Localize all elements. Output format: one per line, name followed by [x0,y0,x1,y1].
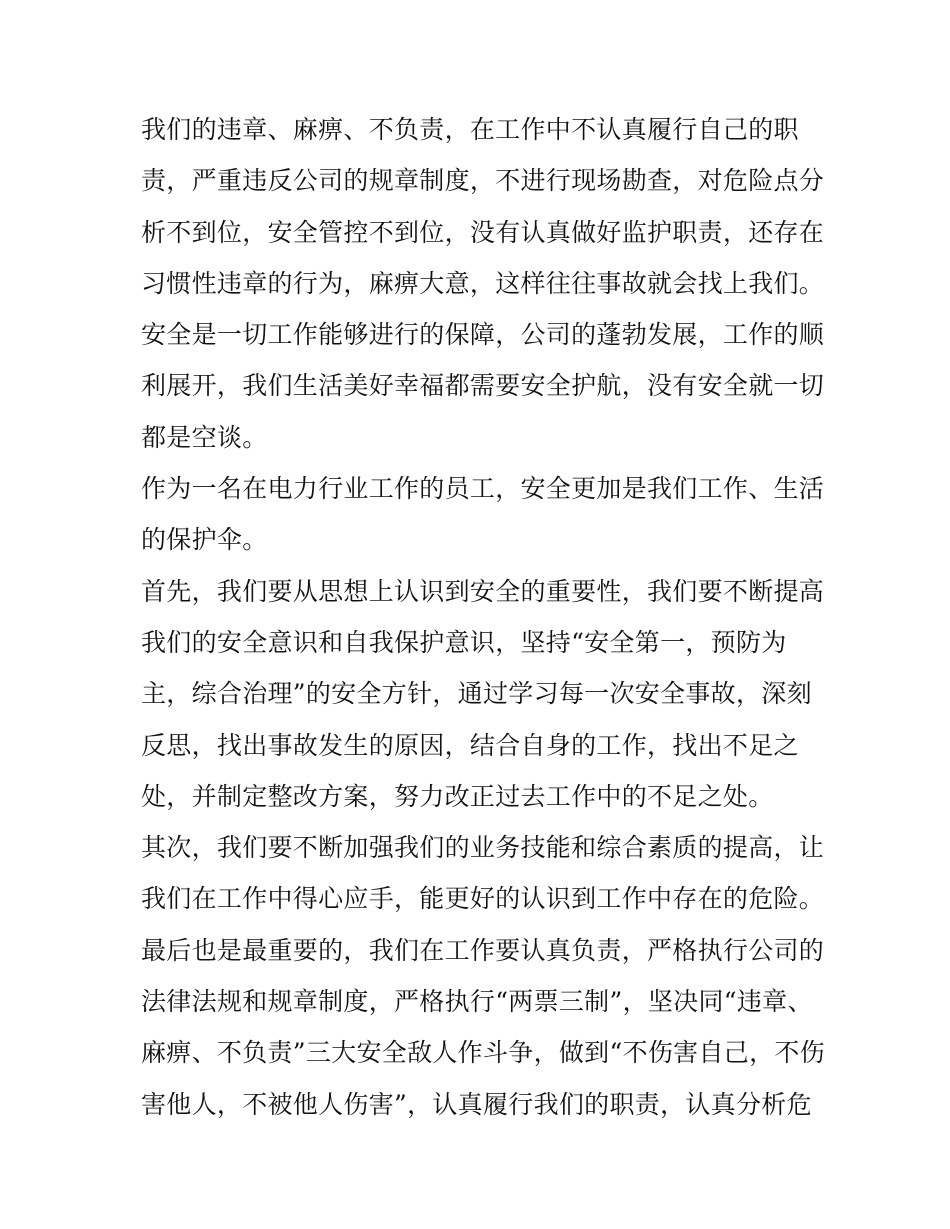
text-line-4: 习惯性违章的行为，麻痹大意，这样往往事故就会找上我们。 [141,268,825,298]
text-line-19: 麻痹、不负责”三大安全敌人作斗争，做到“不伤害自己，不伤 [141,1038,825,1068]
text-line-18: 法律法规和规章制度，严格执行“两票三制”，坚决同“违章、 [141,987,813,1017]
text-line-3: 析不到位，安全管控不到位，没有认真做好监护职责，还存在 [141,217,825,247]
text-line-14: 处，并制定整改方案，努力改正过去工作中的不足之处。 [141,781,774,811]
text-line-12: 主，综合治理”的安全方针，通过学习每一次安全事故，深刻 [141,679,812,709]
text-line-13: 反思，找出事故发生的原因，结合自身的工作，找出不足之 [141,730,799,760]
text-line-15: 其次，我们要不断加强我们的业务技能和综合素质的提高，让 [141,833,825,863]
text-line-20: 害他人，不被他人伤害”，认真履行我们的职责，认真分析危 [141,1089,812,1119]
text-line-2: 责，严重违反公司的规章制度，不进行现场勘查，对危险点分 [141,166,825,196]
body-text [141,104,825,1130]
text-line-7: 都是空谈。 [141,422,268,452]
text-line-5: 安全是一切工作能够进行的保障，公司的蓬勃发展，工作的顺 [141,320,825,350]
text-line-16: 我们在工作中得心应手，能更好的认识到工作中存在的危险。 [141,884,825,914]
text-line-6: 利展开，我们生活美好幸福都需要安全护航，没有安全就一切 [141,371,825,401]
text-line-10: 首先，我们要从思想上认识到安全的重要性，我们要不断提高 [141,576,825,606]
text-line-1: 我们的违章、麻痹、不负责，在工作中不认真履行自己的职 [141,115,799,144]
text-line-9: 的保护伞。 [141,525,268,555]
text-line-11: 我们的安全意识和自我保护意识，坚持“安全第一，预防为 [141,627,787,657]
text-line-17: 最后也是最重要的，我们在工作要认真负责，严格执行公司的 [141,935,825,965]
text-line-8: 作为一名在电力行业工作的员工，安全更加是我们工作、生活 [141,474,825,504]
